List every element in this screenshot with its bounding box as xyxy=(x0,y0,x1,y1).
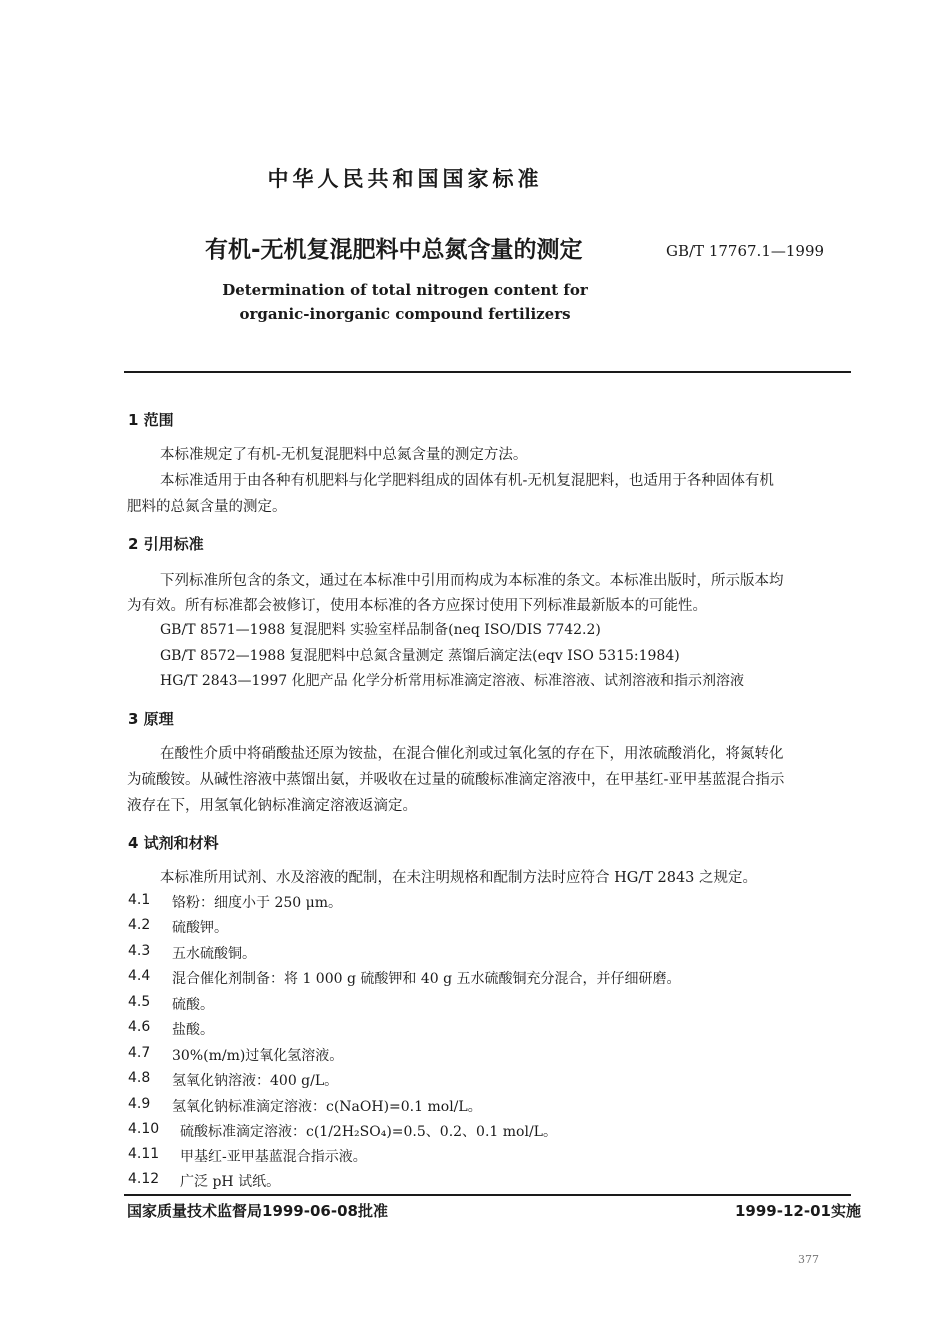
item-number: 4.6 xyxy=(128,1019,151,1035)
national-standard-title: 中华人民共和国国家标准 xyxy=(267,167,543,191)
section-2-paragraph-line-2: 为有效。所有标准都会被修订，使用本标准的各方应探讨使用下列标准最新版本的可能性。 xyxy=(127,598,707,614)
item-text: 30%(m/m)过氧化氢溶液。 xyxy=(172,1048,344,1064)
section-4-heading: 4 试剂和材料 xyxy=(128,834,219,852)
reference-item: GB/T 8572—1988 复混肥料中总氮含量测定 蒸馏后滴定法(eqv ISO 5315:1984) xyxy=(160,648,680,664)
item-number: 4.8 xyxy=(128,1070,151,1086)
english-title-line-2: organic-inorganic compound fertilizers xyxy=(239,305,571,323)
reference-item: GB/T 8571—1988 复混肥料 实验室样品制备(neq ISO/DIS 7742.2) xyxy=(160,622,601,638)
item-text: 氢氧化钠标准滴定溶液：c(NaOH)=0.1 mol/L。 xyxy=(172,1099,482,1115)
section-1-paragraph-1: 本标准规定了有机-无机复混肥料中总氮含量的测定方法。 xyxy=(160,447,528,463)
item-number: 4.7 xyxy=(128,1045,151,1061)
item-text: 甲基红-亚甲基蓝混合指示液。 xyxy=(180,1149,367,1165)
item-text: 硫酸。 xyxy=(172,997,214,1013)
item-number: 4.12 xyxy=(128,1171,160,1187)
item-number: 4.4 xyxy=(128,968,151,984)
section-4-intro: 本标准所用试剂、水及溶液的配制，在未注明规格和配制方法时应符合 HG/T 2843 之规定。 xyxy=(160,870,758,886)
section-3-heading: 3 原理 xyxy=(128,710,174,728)
item-text: 氢氧化钠溶液：400 g/L。 xyxy=(172,1073,339,1089)
document-title: 有机-无机复混肥料中总氮含量的测定 xyxy=(205,237,583,263)
section-3-line-2: 为硫酸铵。从碱性溶液中蒸馏出氨，并吸收在过量的硫酸标准滴定溶液中，在甲基红-亚甲基蓝混合指示 xyxy=(127,772,785,788)
reference-item: HG/T 2843—1997 化肥产品 化学分析常用标准滴定溶液、标准溶液、试剂溶液和指示剂溶液 xyxy=(160,673,745,689)
item-text: 广泛 pH 试纸。 xyxy=(180,1174,281,1190)
item-text: 五水硫酸铜。 xyxy=(172,946,256,962)
page-number: 377 xyxy=(798,1253,819,1266)
item-number: 4.2 xyxy=(128,917,151,933)
approval-line: 国家质量技术监督局1999-06-08批准 xyxy=(127,1202,388,1220)
section-2-paragraph-line-1: 下列标准所包含的条文，通过在本标准中引用而构成为本标准的条文。本标准出版时，所示版本均 xyxy=(160,573,784,589)
item-number: 4.11 xyxy=(128,1146,160,1162)
standard-code: GB/T 17767.1—1999 xyxy=(666,242,825,260)
item-number: 4.10 xyxy=(128,1121,160,1137)
item-number: 4.5 xyxy=(128,994,151,1010)
header-divider xyxy=(124,371,851,373)
section-3-line-1: 在酸性介质中将硝酸盐还原为铵盐，在混合催化剂或过氧化氢的存在下，用浓硫酸消化，将氮转化 xyxy=(160,746,784,762)
item-number: 4.3 xyxy=(128,943,151,959)
section-1-heading: 1 范围 xyxy=(128,411,174,429)
item-number: 4.1 xyxy=(128,892,151,908)
item-number: 4.9 xyxy=(128,1096,151,1112)
footer-divider xyxy=(124,1194,851,1196)
english-title-line-1: Determination of total nitrogen content for xyxy=(222,281,588,299)
section-1-paragraph-2-line-1: 本标准适用于由各种有机肥料与化学肥料组成的固体有机-无机复混肥料，也适用于各种固体有机 xyxy=(160,473,774,489)
item-text: 混合催化剂制备：将 1 000 g 硫酸钾和 40 g 五水硫酸铜充分混合，并仔细研磨。 xyxy=(172,971,681,987)
item-text: 盐酸。 xyxy=(172,1022,214,1038)
section-1-paragraph-2-line-2: 肥料的总氮含量的测定。 xyxy=(127,499,287,515)
implementation-date: 1999-12-01实施 xyxy=(735,1202,861,1220)
item-text: 硫酸钾。 xyxy=(172,920,228,936)
section-2-heading: 2 引用标准 xyxy=(128,535,204,553)
section-3-line-3: 液存在下，用氢氧化钠标准滴定溶液返滴定。 xyxy=(127,798,417,814)
item-text: 铬粉：细度小于 250 μm。 xyxy=(172,895,342,911)
item-text: 硫酸标准滴定溶液：c(1/2H₂SO₄)=0.5、0.2、0.1 mol/L。 xyxy=(180,1124,557,1140)
